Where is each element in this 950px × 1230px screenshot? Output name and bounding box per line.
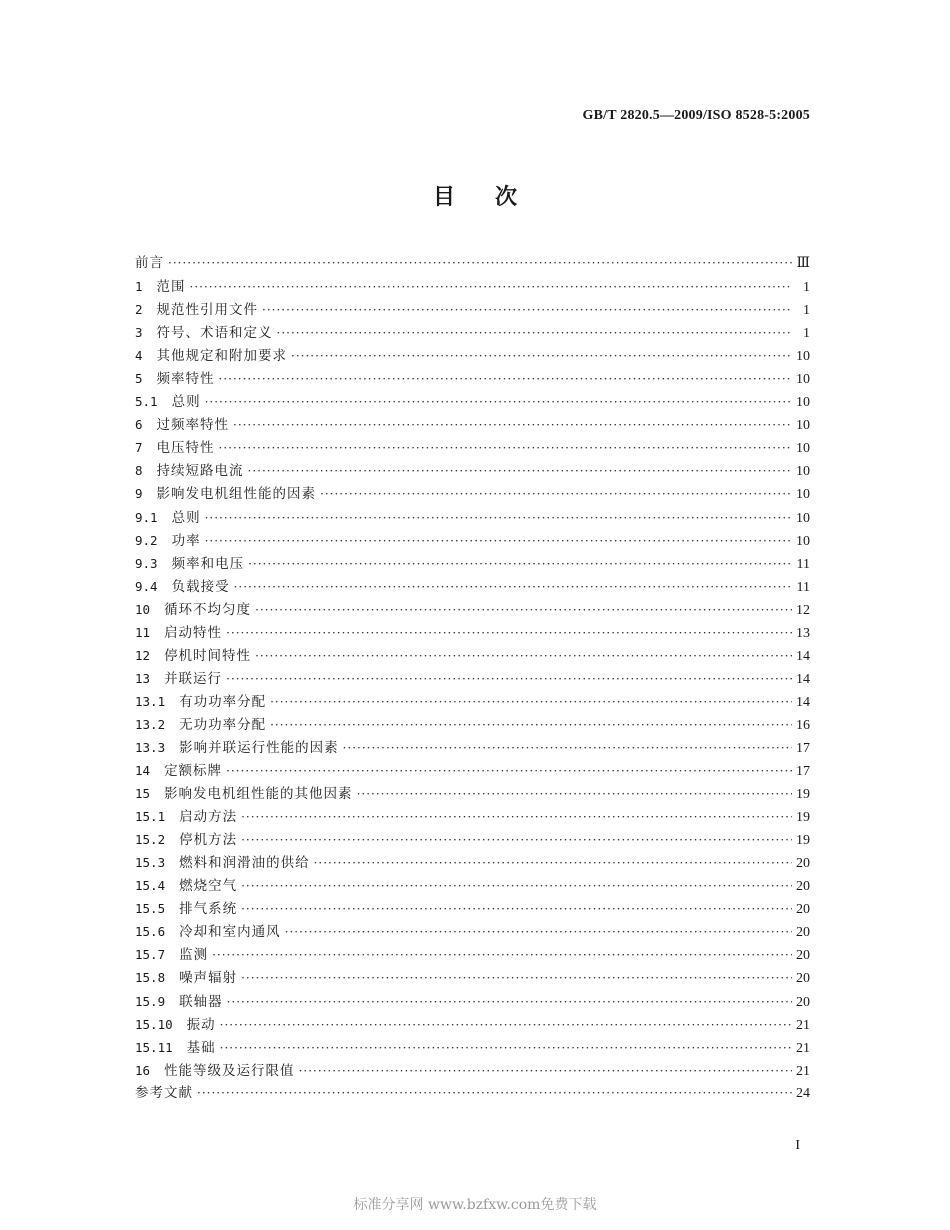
toc-dot-leader	[299, 1060, 792, 1083]
toc-entry-number: 13.3	[135, 739, 166, 755]
toc-entry-number: 4	[135, 348, 143, 364]
toc-entry-page: Ⅲ	[796, 256, 810, 271]
toc-dot-leader	[343, 737, 792, 760]
toc-entry-number: 15.2	[135, 832, 166, 848]
toc-entry[interactable]	[135, 828, 810, 851]
toc-entry[interactable]	[135, 529, 810, 552]
toc-entry-label: 前言	[135, 255, 164, 271]
toc-dot-leader	[233, 414, 792, 437]
toc-entry-label: 功率	[171, 532, 201, 549]
toc-entry[interactable]	[135, 805, 810, 828]
toc-entry-label: 停机方法	[179, 832, 238, 849]
toc-entry-label: 启动方法	[179, 809, 238, 826]
toc-dot-leader	[205, 530, 792, 553]
toc-entry-page: 20	[796, 925, 810, 941]
toc-entry-number: 15.1	[135, 809, 166, 825]
toc-entry[interactable]	[135, 344, 810, 367]
toc-entry-page: 14	[796, 694, 810, 710]
toc-entry-label: 电压特性	[156, 440, 215, 457]
toc-entry-page: 20	[796, 948, 810, 964]
toc-dot-leader	[190, 276, 792, 299]
toc-dot-leader	[248, 553, 792, 576]
toc-entry-label: 参考文献	[135, 1084, 193, 1101]
toc-entry-page: 20	[796, 971, 810, 987]
toc-entry-label: 过频率特性	[156, 417, 230, 434]
toc-entry-number: 9.4	[135, 578, 158, 594]
toc-entry-page: 24	[796, 1085, 810, 1101]
toc-entry[interactable]	[135, 736, 810, 759]
toc-dot-leader	[262, 299, 792, 322]
toc-entry[interactable]	[135, 782, 810, 805]
toc-dot-leader	[227, 991, 792, 1014]
toc-dot-leader	[255, 599, 792, 622]
toc-entry-label: 排气系统	[179, 901, 238, 918]
toc-dot-leader	[220, 1014, 792, 1037]
toc-entry-page: 1	[803, 326, 810, 342]
toc-dot-leader	[270, 714, 792, 737]
toc-entry[interactable]	[135, 644, 810, 667]
toc-entry[interactable]	[135, 1036, 810, 1059]
toc-entry-page: 13	[796, 625, 810, 641]
toc-dot-leader	[226, 668, 792, 691]
toc-entry-page: 10	[796, 464, 810, 480]
toc-entry-number: 9.1	[135, 509, 158, 525]
toc-entry[interactable]	[135, 506, 810, 529]
toc-entry-number: 13.1	[135, 693, 166, 709]
toc-entry-label: 频率特性	[156, 371, 215, 388]
toc-entry[interactable]	[135, 252, 810, 275]
toc-entry-label: 振动	[186, 1016, 216, 1033]
toc-dot-leader	[357, 783, 792, 806]
toc-entry-page: 10	[796, 533, 810, 549]
toc-entry-number: 15.6	[135, 924, 166, 940]
toc-entry[interactable]	[135, 966, 810, 989]
toc-entry[interactable]	[135, 298, 810, 321]
toc-entry[interactable]	[135, 436, 810, 459]
toc-entry-page: 10	[796, 418, 810, 434]
toc-entry-page: 11	[796, 556, 810, 572]
toc-entry-number: 15.5	[135, 901, 166, 917]
toc-entry[interactable]	[135, 1059, 810, 1082]
toc-entry-label: 范围	[156, 279, 186, 296]
toc-entry[interactable]	[135, 713, 810, 736]
toc-entry-page: 20	[796, 856, 810, 872]
toc-entry-label: 总则	[171, 394, 201, 411]
toc-entry-number: 15.3	[135, 855, 166, 871]
toc-entry-label: 联轴器	[179, 993, 223, 1010]
toc-entry[interactable]	[135, 321, 810, 344]
toc-entry-number: 15.4	[135, 878, 166, 894]
toc-entry-number: 7	[135, 440, 143, 456]
toc-entry[interactable]	[135, 851, 810, 874]
toc-dot-leader	[314, 852, 792, 875]
toc-entry-label: 频率和电压	[171, 555, 245, 572]
toc-entry-page: 10	[796, 349, 810, 365]
toc-dot-leader	[241, 875, 792, 898]
toc-entry[interactable]	[135, 390, 810, 413]
toc-entry-number: 3	[135, 325, 143, 341]
toc-dot-leader	[219, 368, 792, 391]
toc-dot-leader	[205, 391, 792, 414]
watermark: 标准分享网 www.bzfxw.com免费下载	[353, 1197, 597, 1213]
toc-entry-number: 15.9	[135, 993, 166, 1009]
toc-entry-label: 有功功率分配	[179, 693, 267, 710]
toc-entry-number: 13	[135, 670, 151, 686]
toc-entry-page: 14	[796, 671, 810, 687]
toc-dot-leader	[219, 437, 792, 460]
toc-entry-label: 燃烧空气	[179, 878, 238, 895]
toc-dot-leader	[197, 1082, 792, 1105]
toc-dot-leader	[285, 921, 792, 944]
toc-entry-number: 12	[135, 647, 151, 663]
toc-entry[interactable]	[135, 1013, 810, 1036]
toc-dot-leader	[277, 322, 792, 345]
toc-entry-label: 冷却和室内通风	[179, 924, 281, 941]
toc-entry[interactable]	[135, 621, 810, 644]
toc-dot-leader	[205, 507, 792, 530]
toc-entry-label: 停机时间特性	[164, 647, 252, 664]
toc-entry-page: 19	[796, 810, 810, 826]
toc-entry-label: 无功功率分配	[179, 716, 267, 733]
toc-dot-leader	[220, 1037, 792, 1060]
toc-entry-page: 10	[796, 395, 810, 411]
toc-dot-leader	[168, 252, 792, 275]
toc-dot-leader	[241, 829, 792, 852]
toc-entry-page: 20	[796, 994, 810, 1010]
toc-entry-page: 12	[796, 602, 810, 618]
toc-dot-leader	[255, 645, 792, 668]
toc-entry-label: 总则	[171, 509, 201, 526]
toc-entry-page: 20	[796, 879, 810, 895]
page-title: 目次	[432, 184, 557, 210]
toc-dot-leader	[226, 622, 792, 645]
toc-entry[interactable]	[135, 943, 810, 966]
toc-entry-number: 8	[135, 463, 143, 479]
toc-entry-number: 9	[135, 486, 143, 502]
toc-entry-number: 15.8	[135, 970, 166, 986]
toc-entry-page: 11	[796, 579, 810, 595]
toc-entry-label: 持续短路电流	[156, 463, 244, 480]
page-number: I	[795, 1138, 800, 1153]
toc-entry-page: 21	[796, 1063, 810, 1079]
toc-entry-label: 启动特性	[164, 624, 223, 641]
toc-entry-label: 并联运行	[164, 670, 223, 687]
toc-entry-label: 影响发电机组性能的因素	[156, 486, 317, 503]
toc-entry-label: 影响并联运行性能的因素	[179, 739, 339, 756]
toc-entry[interactable]	[135, 275, 810, 298]
toc-entry-page: 1	[803, 303, 810, 319]
toc-entry-number: 9.2	[135, 532, 158, 548]
toc-entry[interactable]	[135, 459, 810, 482]
toc-entry-page: 17	[796, 740, 810, 756]
toc-entry-label: 性能等级及运行限值	[164, 1062, 295, 1079]
toc-entry-page: 20	[796, 902, 810, 918]
toc-entry-page: 19	[796, 787, 810, 803]
toc-entry-label: 监测	[179, 947, 209, 964]
toc-entry-number: 2	[135, 302, 143, 318]
toc-entry[interactable]	[135, 552, 810, 575]
toc-entry[interactable]	[135, 1082, 810, 1105]
toc-dot-leader	[234, 576, 792, 599]
toc-dot-leader	[241, 806, 792, 829]
toc-entry-label: 燃料和润滑油的供给	[179, 855, 310, 872]
toc-entry-label: 负载接受	[171, 578, 230, 595]
toc-entry-label: 定额标牌	[164, 763, 223, 780]
toc-dot-leader	[248, 460, 792, 483]
toc-dot-leader	[212, 944, 792, 967]
toc-dot-leader	[320, 483, 792, 506]
toc-entry-number: 13.2	[135, 716, 166, 732]
toc-entry[interactable]	[135, 575, 810, 598]
toc-entry-page: 10	[796, 510, 810, 526]
standard-code-header: GB/T 2820.5—2009/ISO 8528-5:2005	[582, 108, 810, 123]
toc-entry[interactable]	[135, 598, 810, 621]
toc-entry-number: 15.11	[135, 1039, 173, 1055]
toc-entry-page: 21	[796, 1040, 810, 1056]
toc-entry-page: 19	[796, 833, 810, 849]
toc-dot-leader	[226, 760, 792, 783]
toc-entry-number: 9.3	[135, 555, 158, 571]
toc-entry[interactable]	[135, 667, 810, 690]
toc-entry-page: 21	[796, 1017, 810, 1033]
toc-dot-leader	[241, 967, 792, 990]
toc-entry-label: 规范性引用文件	[156, 302, 259, 319]
toc-entry-page: 10	[796, 441, 810, 457]
toc-entry-number: 15.10	[135, 1016, 173, 1032]
toc-entry-label: 符号、术语和定义	[156, 325, 273, 342]
toc-entry-page: 10	[796, 372, 810, 388]
toc-entry-number: 5	[135, 371, 143, 387]
toc-entry[interactable]	[135, 690, 810, 713]
toc-entry[interactable]	[135, 413, 810, 436]
toc-dot-leader	[241, 898, 792, 921]
toc-entry[interactable]	[135, 482, 810, 505]
toc-entry-label: 其他规定和附加要求	[156, 348, 288, 365]
toc-entry-label: 基础	[186, 1039, 216, 1056]
toc-entry[interactable]	[135, 874, 810, 897]
table-of-contents	[135, 252, 810, 1105]
toc-entry-page: 17	[796, 764, 810, 780]
toc-entry[interactable]	[135, 367, 810, 390]
toc-entry-label: 影响发电机组性能的其他因素	[164, 786, 353, 803]
toc-entry-number: 11	[135, 624, 151, 640]
toc-entry-number: 15	[135, 786, 151, 802]
toc-entry-label: 循环不均匀度	[164, 601, 252, 618]
toc-dot-leader	[270, 691, 792, 714]
toc-entry[interactable]	[135, 897, 810, 920]
toc-entry-number: 5.1	[135, 394, 158, 410]
toc-entry-page: 14	[796, 648, 810, 664]
toc-entry-page: 16	[796, 717, 810, 733]
toc-entry[interactable]	[135, 920, 810, 943]
toc-entry-page: 10	[796, 487, 810, 503]
toc-entry-number: 16	[135, 1062, 151, 1078]
toc-entry-number: 15.7	[135, 947, 166, 963]
toc-entry-page: 1	[803, 280, 810, 296]
toc-entry-number: 6	[135, 417, 143, 433]
toc-entry[interactable]	[135, 759, 810, 782]
toc-entry[interactable]	[135, 990, 810, 1013]
toc-entry-number: 14	[135, 763, 151, 779]
toc-dot-leader	[291, 345, 792, 368]
toc-entry-label: 噪声辐射	[179, 970, 238, 987]
toc-entry-number: 10	[135, 601, 151, 617]
toc-entry-number: 1	[135, 279, 143, 295]
